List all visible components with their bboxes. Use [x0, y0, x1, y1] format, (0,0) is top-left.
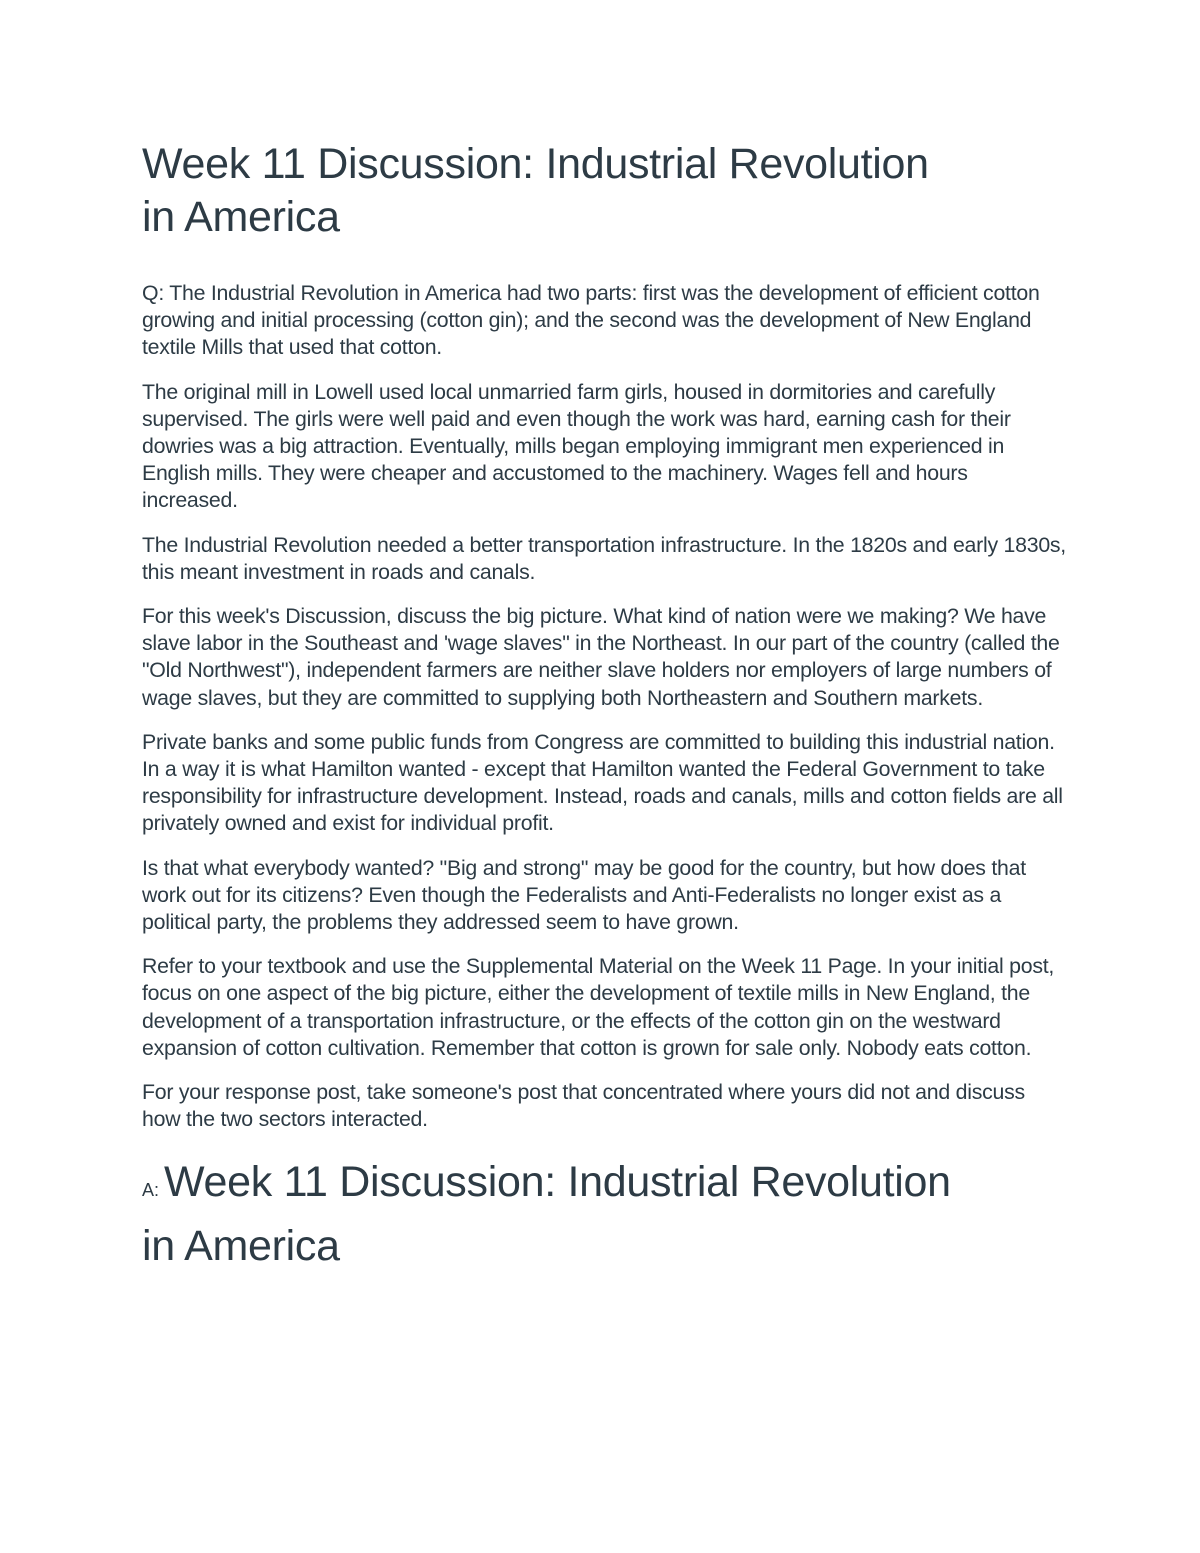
title-line-1: Week 11 Discussion: Industrial Revolution: [142, 140, 929, 188]
paragraph-private-banks: Private banks and some public funds from Congress are committed to building this industrial nation. In a way it is what Hamilton wanted - except that Hamilton wanted the Federal Government to take responsibility for infrastructure development. Instead, roads and canals, mills and cotton fields are all privately owned and exist for individual profit.: [142, 729, 1063, 836]
document-content: [142, 138, 1067, 1278]
title-line-2: in America: [142, 193, 340, 241]
answer-prefix: A:: [142, 1180, 165, 1201]
answer-heading: [142, 1150, 1067, 1278]
paragraph-instructions: Refer to your textbook and use the Supplemental Material on the Week 11 Page. In your initial post, focus on one aspect of the big picture, either the development of textile mills in New England, the development of a transportation infrastructure, or the effects of the cotton gin on the westward expansion of cotton cultivation. Remember that cotton is grown for sale only. Nobody eats cotton.: [142, 954, 1055, 1060]
paragraph-response-post: For your response post, take someone's post that concentrated where yours did not and discuss how the two sectors interacted.: [142, 1080, 1025, 1132]
answer-title-line-2: in America: [142, 1222, 340, 1271]
paragraph-transportation: The Industrial Revolution needed a better transportation infrastructure. In the 1820s and early 1830s, this meant investment in roads and canals.: [142, 532, 1066, 584]
paragraph-everybody-wanted: Is that what everybody wanted? "Big and strong" may be good for the country, but how does that work out for its citizens? Even though the Federalists and Anti-Federalists no longer exist as a political party, the problems they addressed seem to have grown.: [142, 855, 1026, 935]
question-body: [142, 280, 1067, 1133]
paragraph-lowell-mill: The original mill in Lowell used local unmarried farm girls, housed in dormitories and carefully supervised. The girls were well paid and even though the work was hard, earning cash for their dowries was a big attraction. Eventually, mills began employing immigrant men experienced in English mills. They were cheaper and accustomed to the machinery. Wages fell and hours increased.: [142, 379, 1011, 513]
paragraph-question: Q: The Industrial Revolution in America had two parts: first was the development of efficient cotton growing and initial processing (cotton gin); and the second was the development of New England textile Mills that used that cotton.: [142, 281, 1040, 360]
answer-title-line-1: Week 11 Discussion: Industrial Revolution: [164, 1158, 951, 1207]
document-title: [142, 138, 1067, 244]
paragraph-big-picture: For this week's Discussion, discuss the big picture. What kind of nation were we making? We have slave labor in the Southeast and 'wage slaves" in the Northeast. In our part of the country (called the "Old Northwest"), independent farmers are neither slave holders nor employers of large numbers of wage slaves, but they are committed to supplying both Northeastern and Southern markets.: [142, 604, 1060, 710]
